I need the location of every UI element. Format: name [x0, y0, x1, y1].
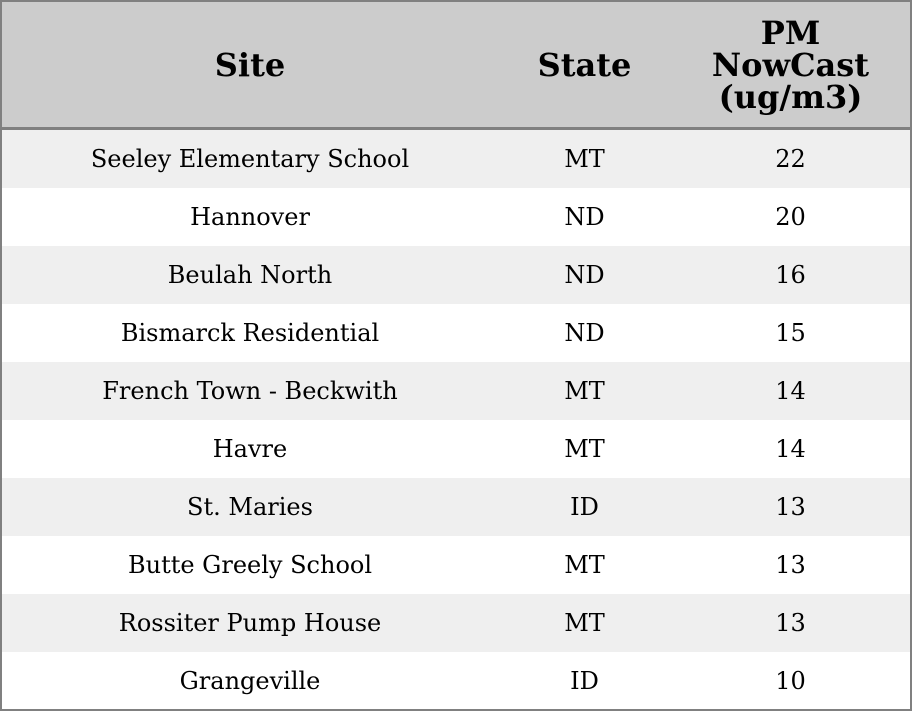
pm-value-cell: 14 [671, 420, 910, 478]
state-cell: ND [498, 304, 671, 362]
table-row [2, 188, 910, 246]
state-cell: ID [498, 478, 671, 536]
table-row [2, 362, 910, 420]
pm-value-cell: 16 [671, 246, 910, 304]
pm-nowcast-table [2, 2, 910, 709]
state-cell: ID [498, 652, 671, 709]
table-row [2, 652, 910, 709]
site-cell: Butte Greely School [2, 536, 498, 594]
table-row [2, 129, 910, 189]
site-cell: Bismarck Residential [2, 304, 498, 362]
table-header [2, 2, 910, 129]
header-row [2, 2, 910, 129]
header-site-label: Site [214, 45, 286, 84]
site-cell: Beulah North [2, 246, 498, 304]
state-cell: MT [498, 420, 671, 478]
site-cell: Hannover [2, 188, 498, 246]
pm-value-cell: 13 [671, 594, 910, 652]
state-cell: MT [498, 536, 671, 594]
state-cell: MT [498, 129, 671, 189]
pm-value-cell: 10 [671, 652, 910, 709]
table-body [2, 129, 910, 710]
header-pm-nowcast [671, 2, 910, 129]
site-cell: St. Maries [2, 478, 498, 536]
state-cell: MT [498, 594, 671, 652]
site-cell: Grangeville [2, 652, 498, 709]
table-row [2, 478, 910, 536]
table-row [2, 594, 910, 652]
pm-value-cell: 14 [671, 362, 910, 420]
state-cell: MT [498, 362, 671, 420]
table-row [2, 536, 910, 594]
state-cell: ND [498, 188, 671, 246]
state-cell: ND [498, 246, 671, 304]
header-pm-line-1: PM [760, 13, 821, 52]
pm-value-cell: 20 [671, 188, 910, 246]
pm-value-cell: 15 [671, 304, 910, 362]
site-cell: Seeley Elementary School [2, 129, 498, 189]
pm-value-cell: 22 [671, 129, 910, 189]
pm-value-cell: 13 [671, 536, 910, 594]
site-cell: French Town - Beckwith [2, 362, 498, 420]
site-cell: Rossiter Pump House [2, 594, 498, 652]
pm-value-cell: 13 [671, 478, 910, 536]
header-state [498, 2, 671, 129]
header-site [2, 2, 498, 129]
site-cell: Havre [2, 420, 498, 478]
header-state-label: State [537, 45, 632, 84]
table-row [2, 420, 910, 478]
table-row [2, 304, 910, 362]
table-row [2, 246, 910, 304]
header-pm-line-3: (ug/m3) [718, 77, 863, 116]
header-pm-line-2: NowCast [711, 45, 870, 84]
